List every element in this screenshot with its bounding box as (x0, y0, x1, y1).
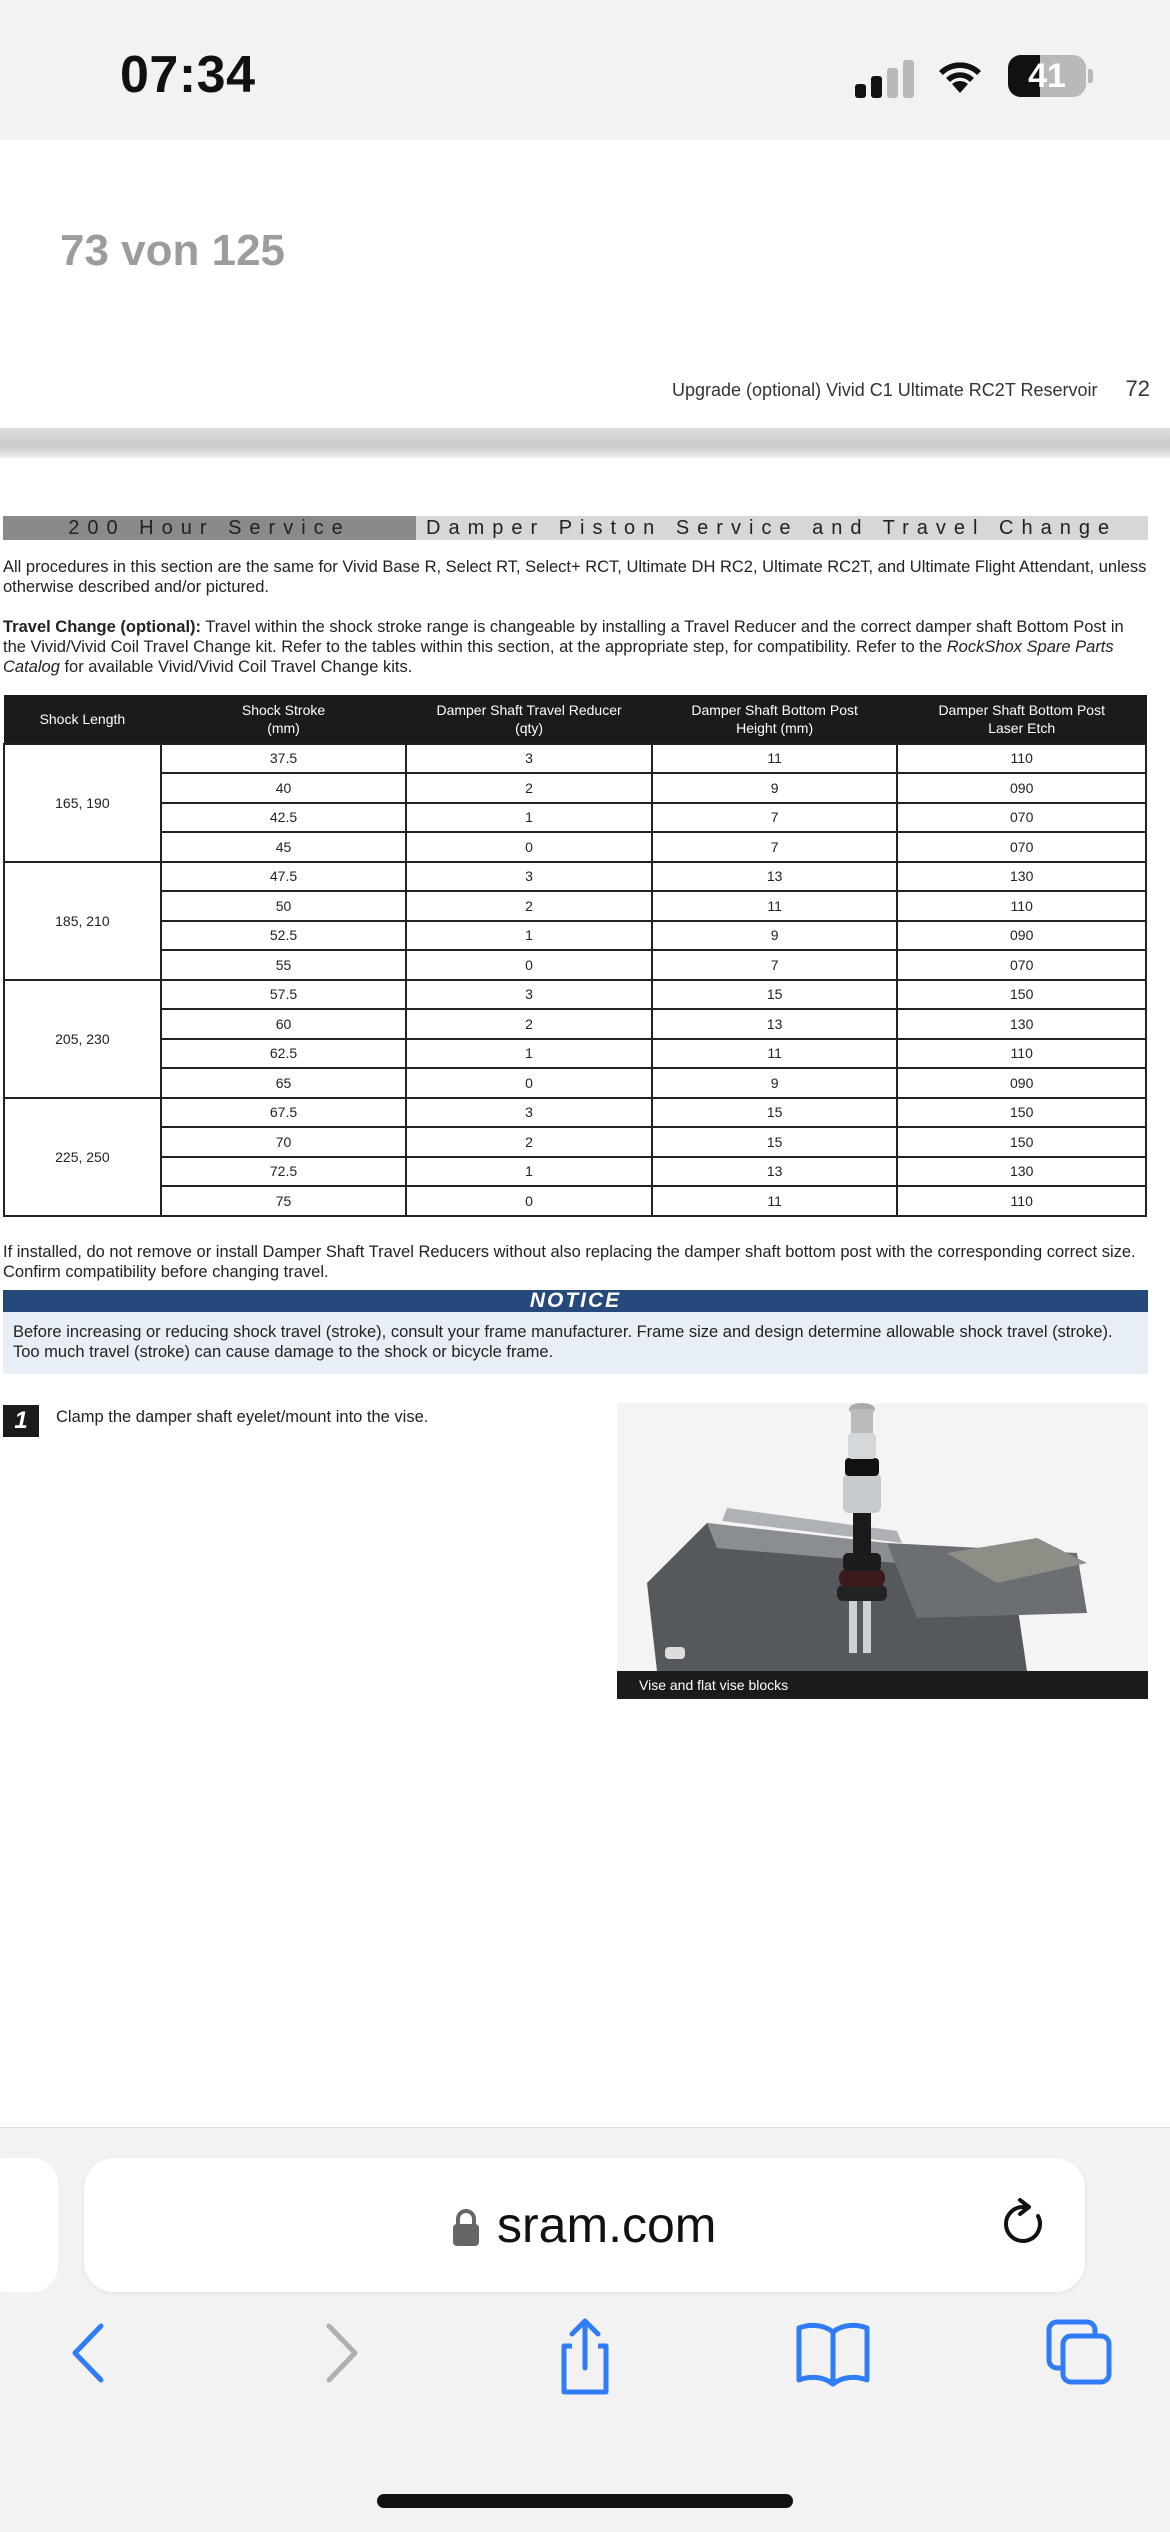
clock: 07:34 (120, 46, 256, 104)
battery-cap (1088, 69, 1093, 83)
shock-stroke-cell: 50 (161, 891, 407, 921)
post-height-cell: 13 (652, 1157, 898, 1187)
travel-reducer-cell: 2 (406, 891, 652, 921)
shock-stroke-cell: 75 (161, 1186, 407, 1216)
back-button[interactable] (65, 2318, 115, 2393)
shock-stroke-cell: 52.5 (161, 921, 407, 951)
reducer-warning: If installed, do not remove or install Damper Shaft Travel Reducers without also replacing the damper shaft bottom post with the corresponding correct size. Confirm compatibility before changing travel. (3, 1243, 1136, 1281)
running-header-title: Upgrade (optional) Vivid C1 Ultimate RC2T Reservoir (672, 380, 1098, 400)
page-number: 72 (1125, 376, 1150, 401)
notice-box (3, 1290, 1148, 1374)
laser-etch-cell: 110 (897, 891, 1146, 921)
status-bar (0, 0, 1170, 140)
reload-icon[interactable] (996, 2196, 1052, 2252)
page-counter: 73 von 125 (60, 226, 286, 275)
travel-reducer-cell: 3 (406, 980, 652, 1010)
table-row (4, 950, 1146, 980)
address-bar[interactable] (84, 2158, 1085, 2292)
travel-reducer-cell: 3 (406, 1098, 652, 1128)
post-height-cell: 13 (652, 1009, 898, 1039)
section-banner (3, 516, 1148, 540)
table-header-row (4, 696, 1146, 744)
shock-stroke-cell: 45 (161, 832, 407, 862)
laser-etch-cell: 070 (897, 832, 1146, 862)
page-separator (0, 428, 1170, 458)
laser-etch-cell: 110 (897, 1039, 1146, 1069)
lock-icon (451, 2208, 481, 2248)
notice-title: NOTICE (3, 1290, 1148, 1312)
table-row (4, 980, 1146, 1010)
battery-icon (1008, 55, 1086, 97)
shock-stroke-cell: 47.5 (161, 862, 407, 892)
post-height-cell: 7 (652, 803, 898, 833)
cellular-signal-icon (855, 58, 915, 98)
bookmarks-button[interactable] (795, 2318, 871, 2393)
laser-etch-cell: 090 (897, 921, 1146, 951)
post-height-cell: 15 (652, 1127, 898, 1157)
url-text[interactable]: sram.com (497, 2197, 717, 2253)
vise-photo (617, 1403, 1148, 1699)
share-icon (550, 2318, 620, 2398)
post-height-cell: 13 (652, 862, 898, 892)
shock-stroke-cell: 70 (161, 1127, 407, 1157)
shock-stroke-cell: 37.5 (161, 744, 407, 774)
wifi-icon (933, 55, 987, 95)
travel-reducer-cell: 1 (406, 1039, 652, 1069)
header-travel-reducer: Damper Shaft Travel Reducer (qty) (406, 696, 652, 744)
travel-text-end: for available Vivid/Vivid Coil Travel Change kits. (59, 658, 413, 676)
table-row (4, 1127, 1146, 1157)
laser-etch-cell: 150 (897, 980, 1146, 1010)
laser-etch-cell: 130 (897, 1009, 1146, 1039)
shock-stroke-cell: 65 (161, 1068, 407, 1098)
travel-reducer-cell: 2 (406, 1127, 652, 1157)
post-height-cell: 9 (652, 773, 898, 803)
table-row (4, 862, 1146, 892)
laser-etch-cell: 110 (897, 1186, 1146, 1216)
travel-reducer-cell: 3 (406, 744, 652, 774)
shock-stroke-cell: 60 (161, 1009, 407, 1039)
travel-reducer-cell: 1 (406, 803, 652, 833)
travel-reducer-cell: 0 (406, 832, 652, 862)
travel-reducer-cell: 2 (406, 773, 652, 803)
vise-illustration (617, 1403, 1148, 1699)
step-text: Clamp the damper shaft eyelet/mount into the vise. (56, 1408, 429, 1426)
table-row (4, 1068, 1146, 1098)
banner-service: 200 Hour Service (3, 516, 416, 540)
shock-length-cell: 165, 190 (4, 744, 161, 862)
intro-paragraph: All procedures in this section are the same for Vivid Base R, Select RT, Select+ RCT, Ultimate DH RC2, Ultimate RC2T, and Ultimate Flight Attendant, unless otherwise described and/or pictured. (3, 558, 1147, 596)
post-height-cell: 15 (652, 1098, 898, 1128)
header-shock-length: Shock Length (4, 696, 161, 744)
notice-body: Before increasing or reducing shock travel (stroke), consult your frame manufacturer. Frame size and design determine allowable shock travel (stroke). Too much travel (stroke) can cause damage to the shock or bicycle frame. (3, 1312, 1148, 1374)
table-row (4, 773, 1146, 803)
table-row (4, 1186, 1146, 1216)
table-row (4, 803, 1146, 833)
post-height-cell: 15 (652, 980, 898, 1010)
laser-etch-cell: 110 (897, 744, 1146, 774)
header-shock-stroke: Shock Stroke (mm) (161, 696, 407, 744)
catalog-reference: RockShox Spare Parts Catalog (3, 638, 1114, 676)
post-height-cell: 7 (652, 832, 898, 862)
bookmarks-icon (795, 2318, 871, 2388)
travel-reducer-cell: 0 (406, 1186, 652, 1216)
laser-etch-cell: 090 (897, 1068, 1146, 1098)
step-1 (3, 1405, 428, 1437)
travel-reducer-cell: 1 (406, 1157, 652, 1187)
table-row (4, 832, 1146, 862)
previous-tab-preview[interactable] (0, 2158, 58, 2292)
tabs-button[interactable] (1045, 2318, 1115, 2393)
travel-text: Travel within the shock stroke range is changeable by installing a Travel Reducer and the correct damper shaft Bottom Post in the Vivid/Vivid Coil Travel Change kit. Refer to the tables within this section, at the appropriate step, for compatibility. Refer to the (3, 618, 1124, 656)
table-row (4, 1157, 1146, 1187)
shock-length-cell: 205, 230 (4, 980, 161, 1098)
battery-level: 41 (1028, 57, 1066, 95)
laser-etch-cell: 070 (897, 950, 1146, 980)
shock-stroke-cell: 42.5 (161, 803, 407, 833)
laser-etch-cell: 070 (897, 803, 1146, 833)
shock-stroke-cell: 72.5 (161, 1157, 407, 1187)
table-row (4, 1098, 1146, 1128)
laser-etch-cell: 090 (897, 773, 1146, 803)
travel-reducer-cell: 0 (406, 950, 652, 980)
back-chevron-icon (65, 2318, 115, 2388)
navigation-bar (0, 2318, 1170, 2398)
post-height-cell: 9 (652, 1068, 898, 1098)
table-row (4, 744, 1146, 774)
travel-reducer-cell: 0 (406, 1068, 652, 1098)
step-number: 1 (3, 1405, 39, 1437)
table-row (4, 1009, 1146, 1039)
banner-title: Damper Piston Service and Travel Change (416, 516, 1148, 540)
shock-stroke-cell: 55 (161, 950, 407, 980)
table-row (4, 891, 1146, 921)
post-height-cell: 9 (652, 921, 898, 951)
laser-etch-cell: 150 (897, 1127, 1146, 1157)
shock-stroke-cell: 62.5 (161, 1039, 407, 1069)
header-post-height: Damper Shaft Bottom Post Height (mm) (652, 696, 898, 744)
running-header (672, 376, 1150, 402)
shock-length-cell: 225, 250 (4, 1098, 161, 1216)
tabs-icon (1045, 2318, 1115, 2388)
home-indicator (377, 2494, 793, 2508)
header-laser-etch: Damper Shaft Bottom Post Laser Etch (897, 696, 1146, 744)
travel-reducer-cell: 3 (406, 862, 652, 892)
table-row (4, 1039, 1146, 1069)
photo-caption: Vise and flat vise blocks (617, 1671, 1148, 1699)
forward-chevron-icon (315, 2318, 365, 2388)
browser-toolbar (0, 2127, 1170, 2532)
travel-change-paragraph (3, 617, 1148, 677)
shock-stroke-cell: 67.5 (161, 1098, 407, 1128)
travel-change-label: Travel Change (optional): (3, 618, 202, 636)
post-height-cell: 11 (652, 891, 898, 921)
shock-length-cell: 185, 210 (4, 862, 161, 980)
post-height-cell: 7 (652, 950, 898, 980)
forward-button[interactable] (315, 2318, 365, 2393)
shock-stroke-cell: 40 (161, 773, 407, 803)
shock-stroke-cell: 57.5 (161, 980, 407, 1010)
post-height-cell: 11 (652, 1186, 898, 1216)
post-height-cell: 11 (652, 744, 898, 774)
laser-etch-cell: 150 (897, 1098, 1146, 1128)
table-row (4, 921, 1146, 951)
laser-etch-cell: 130 (897, 1157, 1146, 1187)
travel-reducer-cell: 1 (406, 921, 652, 951)
post-height-cell: 11 (652, 1039, 898, 1069)
travel-table (3, 695, 1147, 1217)
laser-etch-cell: 130 (897, 862, 1146, 892)
travel-reducer-cell: 2 (406, 1009, 652, 1039)
share-button[interactable] (550, 2318, 620, 2403)
